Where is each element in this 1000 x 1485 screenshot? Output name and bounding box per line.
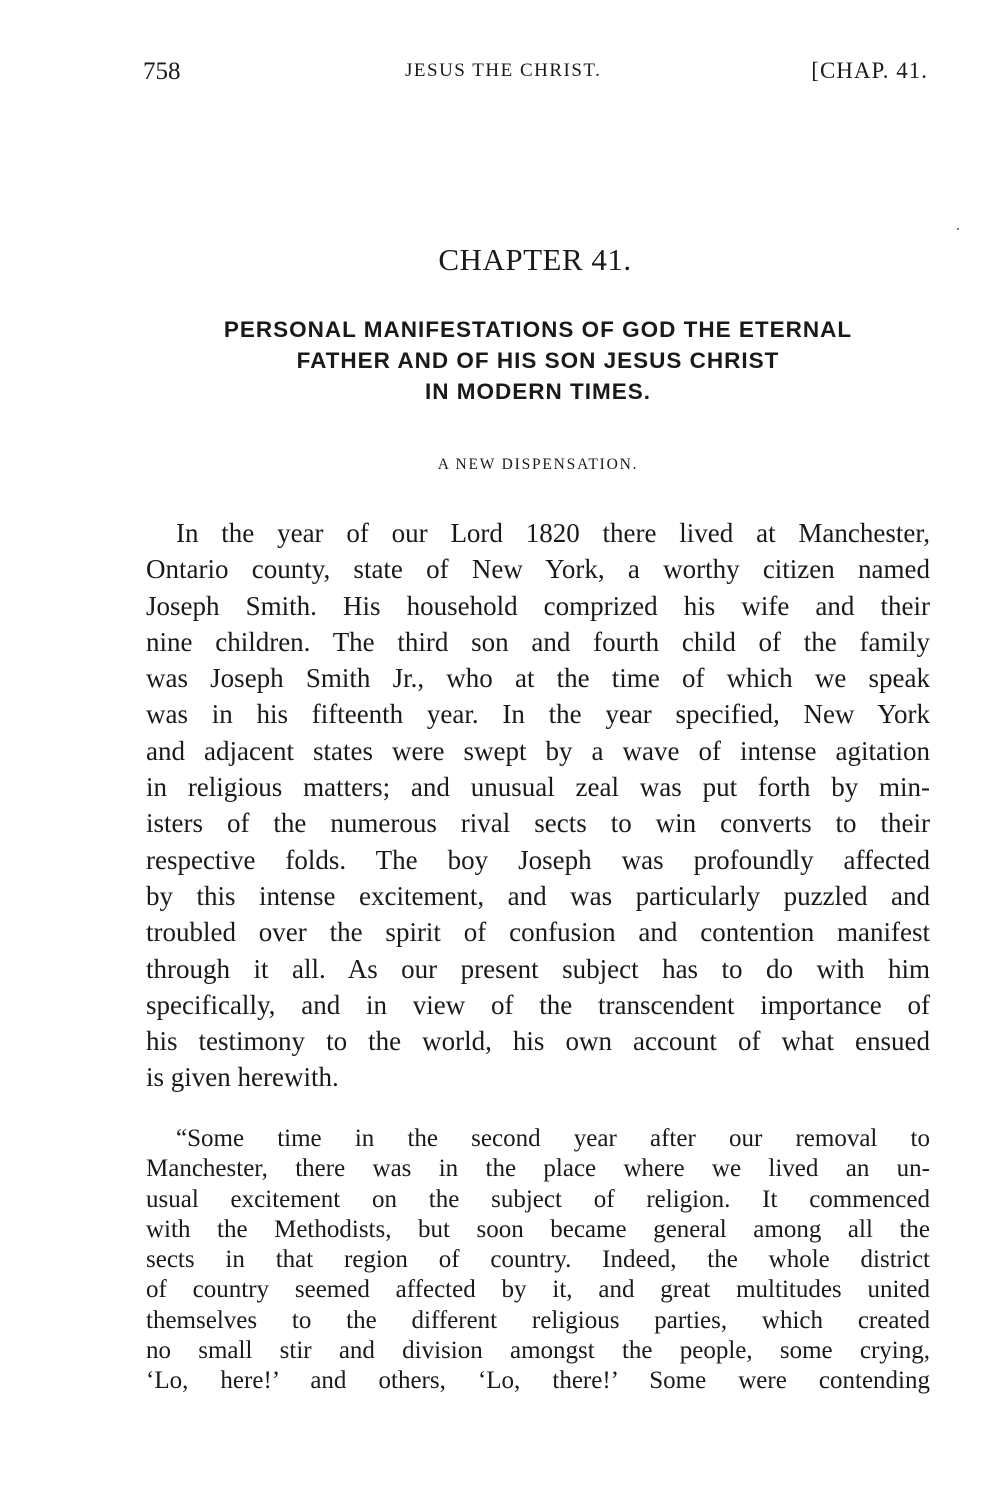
quote-line: of country seemed affected by it, and great multitudes united xyxy=(146,1276,930,1304)
quote-line: Manchester, there was in the place where we lived an un- xyxy=(146,1155,930,1183)
body-paragraph xyxy=(146,515,930,1096)
running-head xyxy=(143,58,928,94)
text-line: specifically, and in view of the transcendent importance of xyxy=(146,989,930,1020)
quote-line: usual excitement on the subject of religion. It commenced xyxy=(146,1185,930,1213)
chapter-title-line: PERSONAL MANIFESTATIONS OF GOD THE ETERNAL xyxy=(223,317,853,342)
chapter-title xyxy=(143,314,933,407)
quote-line: ‘Lo, here!’ and others, ‘Lo, there!’ Some were contending xyxy=(146,1367,930,1395)
quote-line: themselves to the different religious parties, which created xyxy=(146,1306,930,1334)
text-line: was Joseph Smith Jr., who at the time of which we speak xyxy=(146,663,930,694)
text-line: Joseph Smith. His household comprized his wife and their xyxy=(146,590,930,621)
text-line: was in his fifteenth year. In the year specified, New York xyxy=(146,699,930,730)
text-line: in religious matters; and unusual zeal was put forth by min- xyxy=(146,772,930,803)
text-line: through it all. As our present subject has to do with him xyxy=(146,953,930,984)
chapter-heading: CHAPTER 41. xyxy=(438,242,632,277)
quote-paragraph xyxy=(146,1124,930,1397)
text-line: troubled over the spirit of confusion and contention manifest xyxy=(146,917,930,948)
chapter-title-line: FATHER AND OF HIS SON JESUS CHRIST xyxy=(296,348,780,373)
quote-line: sects in that region of country. Indeed, the whole district xyxy=(146,1246,930,1274)
text-line: his testimony to the world, his own account of what ensued xyxy=(146,1026,930,1057)
text-line: by this intense excitement, and was particularly puzzled and xyxy=(146,880,930,911)
text-line: and adjacent states were swept by a wave of intense agitation xyxy=(146,735,930,766)
quote-line: no small stir and division amongst the people, some crying, xyxy=(146,1337,930,1365)
running-title: JESUS THE CHRIST. xyxy=(405,60,602,81)
text-line: respective folds. The boy Joseph was profoundly affected xyxy=(146,844,930,875)
page-number: 758 xyxy=(143,58,181,85)
quote-line: with the Methodists, but soon became general among all the xyxy=(146,1215,930,1243)
running-chapter-ref: [CHAP. 41. xyxy=(811,58,928,83)
text-line: In the year of our Lord 1820 there lived at Manchester, xyxy=(176,518,930,548)
text-line: Ontario county, state of New York, a worthy citizen named xyxy=(146,554,930,585)
text-line: is given herewith. xyxy=(146,1062,339,1093)
print-speck xyxy=(957,228,959,230)
quote-line: “Some time in the second year after our removal to xyxy=(176,1125,930,1152)
text-line: isters of the numerous rival sects to win converts to their xyxy=(146,808,930,839)
text-line: nine children. The third son and fourth child of the family xyxy=(146,626,930,657)
section-heading: A NEW DISPENSATION. xyxy=(437,456,639,473)
chapter-title-line: IN MODERN TIMES. xyxy=(424,379,651,404)
